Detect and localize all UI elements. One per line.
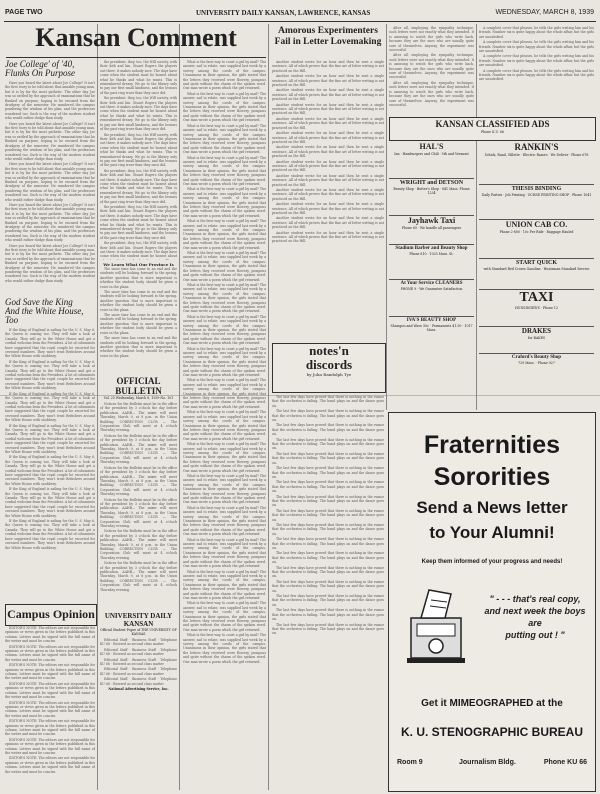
to-your-alumni-line: to Your Alumni! xyxy=(429,523,555,542)
column-rule xyxy=(179,24,180,790)
classified-ads-right xyxy=(479,142,594,407)
editorial-heading xyxy=(6,24,266,58)
fraternities-ad xyxy=(388,412,596,792)
column-five xyxy=(479,26,594,116)
staff-box xyxy=(100,612,177,790)
classified-ad: Craford's Beauty Shop 729 Mass. · Phone 927 xyxy=(511,355,562,365)
notes-title: notes'n xyxy=(309,343,349,358)
letter-body: The snow time has come to an end and the students will be looking forward to the spring. Another question that is more important is whether the student body should be given a voice in the plans. The snow time has come to an end and the students will be looking forward to the spring. Another question that is more important is whether the student body should be given a voice in the plans. The snow time has come to an end and the students will be looking forward to the spring. Another question that is more important is whether the student body should be given a voice in the plans. The snow time has come to an end and the students will be looking forward to the spring. Another question that is more important is whether the student body should be given a voice in the plans. xyxy=(100,267,177,358)
letter-title: We Learn What Our Province Is xyxy=(103,262,174,267)
bulletin-body: Notices for the Bulletin must be in the office of the president by 3 o'clock the day before publication. AAHB— The mixer will meet Thursday, March 9, at 8 p.m. in the Union Building. CORRECTION CLUB — The Corporation Club will meet at 4 o'clock Thursday evening. Notices for the Bulletin must be in the office of the president by 3 o'clock the day before publication. AAHB— The mixer will meet Thursday, March 9, at 8 p.m. in the Union Building. CORRECTION CLUB — The Corporation Club will meet at 4 o'clock Thursday evening. Notices for the Bulletin must be in the office of the president by 3 o'clock the day before publication. AAHB— The mixer will meet Thursday, March 9, at 8 p.m. in the Union Building. CORRECTION CLUB — The Corporation Club will meet at 4 o'clock Thursday evening. Notices for the Bulletin must be in the office of the president by 3 o'clock the day before publication. AAHB— The mixer will meet Thursday, March 9, at 8 p.m. in the Union Building. CORRECTION CLUB — The Corporation Club will meet at 4 o'clock Thursday evening. Notices for the Bulletin must be in the office of the president by 3 o'clock the day before publication. AAHB— The mixer will meet Thursday, March 9, at 8 p.m. in the Union Building. CORRECTION CLUB — The Corporation Club will meet at 4 o'clock Thursday evening. Notices for the Bulletin must be in the office of the president by 3 o'clock the day before publication. AAHB— The mixer will meet Thursday, March 9, at 8 p.m. in the Union Building. CORRECTION CLUB — The Corporation Club will meet at 4 o'clock Thursday evening. xyxy=(100,402,177,592)
classified-ad: Stadium Barber and Beauty Shop Phone 810 · 1033 Mass. St. xyxy=(389,245,474,280)
amorous-body: What is the best way to court a girl by mail? The answer, sad to relate, was supplied last week by a survey among the coeds of the campus. Unanimous in their opinion, the girls stated that the letters they received were flowery, pompous and quite without the charm of the spoken word. One man wrote a poem which the girl returned. What is the best way to court a girl by mail? The answer, sad to relate, was supplied last week by a survey among the coeds of the campus. Unanimous in their opinion, the girls stated that the letters they received were flowery, pompous and quite without the charm of the spoken word. One man wrote a poem which the girl returned. What is the best way to court a girl by mail? The answer, sad to relate, was supplied last week by a survey among the coeds of the campus. Unanimous in their opinion, the girls stated that the letters they received were flowery, pompous and quite without the charm of the spoken word. One man wrote a poem which the girl returned. What is the best way to court a girl by mail? The answer, sad to relate, was supplied last week by a survey among the coeds of the campus. Unanimous in their opinion, the girls stated that the letters they received were flowery, pompous and quite without the charm of the spoken word. One man wrote a poem which the girl returned. What is the best way to court a girl by mail? The answer, sad to relate, was supplied last week by a survey among the coeds of the campus. Unanimous in their opinion, the girls stated that the letters they received were flowery, pompous and quite without the charm of the spoken word. One man wrote a poem which the girl returned. What is the best way to court a girl by mail? The answer, sad to relate, was supplied last week by a survey among the coeds of the campus. Unanimous in their opinion, the girls stated that the letters they received were flowery, pompous and quite without the charm of the spoken word. One man wrote a poem which the girl returned. What is the best way to court a girl by mail? The answer, sad to relate, was supplied last week by a survey among the coeds of the campus. Unanimous in their opinion, the girls stated that the letters they received were flowery, pompous and quite without the charm of the spoken word. One man wrote a poem which the girl returned. What is the best way to court a girl by mail? The answer, sad to relate, was supplied last week by a survey among the coeds of the campus. Unanimous in their opinion, the girls stated that the letters they received were flowery, pompous and quite without the charm of the spoken word. One man wrote a poem which the girl returned. What is the best way to court a girl by mail? The answer, sad to relate, was supplied last week by a survey among the coeds of the campus. Unanimous in their opinion, the girls stated that the letters they received were flowery, pompous and quite without the charm of the spoken word. One man wrote a poem which the girl returned. What is the best way to court a girl by mail? The answer, sad to relate, was supplied last week by a survey among the coeds of the campus. Unanimous in their opinion, the girls stated that the letters they received were flowery, pompous and quite without the charm of the spoken word. One man wrote a poem which the girl returned. What is the best way to court a girl by mail? The answer, sad to relate, was supplied last week by a survey among the coeds of the campus. Unanimous in their opinion, the girls stated that the letters they received were flowery, pompous and quite without the charm of the spoken word. One man wrote a poem which the girl returned. What is the best way to court a girl by mail? The answer, sad to relate, was supplied last week by a survey among the coeds of the campus. Unanimous in their opinion, the girls stated that the letters they received were flowery, pompous and quite without the charm of the spoken word. One man wrote a poem which the girl returned. What is the best way to court a girl by mail? The answer, sad to relate, was supplied last week by a survey among the coeds of the campus. Unanimous in their opinion, the girls stated that the letters they received were flowery, pompous and quite without the charm of the spoken word. One man wrote a poem which the girl returned. What is the best way to court a girl by mail? The answer, sad to relate, was supplied last week by a survey among the coeds of the campus. Unanimous in their opinion, the girls stated that the letters they received were flowery, pompous and quite without the charm of the spoken word. One man wrote a poem which the girl returned. What is the best way to court a girl by mail? The answer, sad to relate, was supplied last week by a survey among the coeds of the campus. Unanimous in their opinion, the girls stated that the letters they received were flowery, pompous and quite without the charm of the spoken word. One man wrote a poem which the girl returned. What is the best way to court a girl by mail? The answer, sad to relate, was supplied last week by a survey among the coeds of the campus. Unanimous in their opinion, the girls stated that the letters they received were flowery, pompous and quite without the charm of the spoken word. One man wrote a poem which the girl returned. What is the best way to court a girl by mail? The answer, sad to relate, was supplied last week by a survey among the coeds of the campus. Unanimous in their opinion, the girls stated that the letters they received were flowery, pompous and quite without the charm of the spoken word. One man wrote a poem which the girl returned. What is the best way to court a girl by mail? The answer, sad to relate, was supplied last week by a survey among the coeds of the campus. Unanimous in their opinion, the girls stated that the letters they received were flowery, pompous and quite without the charm of the spoken word. One man wrote a poem which the girl returned. What is the best way to court a girl by mail? The answer, sad to relate, was supplied last week by a survey among the coeds of the campus. Unanimous in their opinion, the girls stated that the letters they received were flowery, pompous and quite without the charm of the spoken word. One man wrote a poem which the girl returned. xyxy=(183,60,266,664)
letters-column xyxy=(389,26,474,116)
send-newsletter-line: Send a News letter xyxy=(416,498,568,517)
editorial-column xyxy=(5,60,95,295)
editorial-continued xyxy=(100,60,177,260)
bulletin-sub: Vol. 25 Wednesday, March 8, 1939 No. 101 xyxy=(103,396,174,400)
quote-line: putting out ! " xyxy=(505,630,565,640)
campus-opinion-heading-box xyxy=(5,604,97,626)
classified-ad: WRIGHT and DETSON Beauty Shop · Butter's Shop · 841 Mass. Phone 1234 xyxy=(389,179,474,216)
amorous-column-1 xyxy=(183,60,266,790)
classified-phone: Phone K.U. 66 xyxy=(481,130,504,134)
phone-number: Phone KU 66 xyxy=(543,759,587,766)
letters-body: After all, employing the sympathy technique, such letters were not exactly what they intended. It is amusing to watch the girls who write back, because they are the ones who are usually quite sure of themselves. Anyway, the experiment was successful. After all, employing the sympathy technique, such letters were not exactly what they intended. It is amusing to watch the girls who write back, because they are the ones who are usually quite sure of themselves. Anyway, the experiment was successful. After all, employing the sympathy technique, such letters were not exactly what they intended. It is amusing to watch the girls who write back, because they are the ones who are usually quite sure of themselves. Anyway, the experiment was successful. xyxy=(389,26,474,107)
keep-informed-line: Keep them informed of your progress and needs! xyxy=(421,559,563,565)
national-ad-service: National Advertising Service, Inc. xyxy=(108,687,169,692)
issue-date: WEDNESDAY, MARCH 8, 1939 xyxy=(495,9,594,16)
discords-title: discords xyxy=(305,357,353,372)
quote-line: " - - - that's real copy, xyxy=(489,594,581,604)
classified-ad: HAL'S Inn · Hamburgers and Chili · 5th and Vermont xyxy=(389,142,474,179)
classified-ad: Jayhawk Taxi Phone 65 · We handle all passengers xyxy=(389,216,474,245)
classified-ad: IVA'S BEAUTY SHOP Shampoo and Wave 50c · Permanents $1.50 · 1017 Mass. xyxy=(390,318,473,332)
notes-byline: by John Randolph Tye xyxy=(306,372,352,377)
page-number: PAGE TWO xyxy=(5,9,43,16)
classified-ad: At Your Service CLEANERS PHONE 9 · We Guarantee Satisfaction xyxy=(389,280,474,317)
notes-body: The last few days have proved that there is nothing in the rumor that the orchestra is failing. The band plays on and the dance goes on. The last few days have proved that there is nothing in the rumor that the orchestra is failing. The band plays on and the dance goes on. The last few days have proved that there is nothing in the rumor that the orchestra is failing. The band plays on and the dance goes on. The last few days have proved that there is nothing in the rumor that the orchestra is failing. The band plays on and the dance goes on. The last few days have proved that there is nothing in the rumor that the orchestra is failing. The band plays on and the dance goes on. The last few days have proved that there is nothing in the rumor that the orchestra is failing. The band plays on and the dance goes on. The last few days have proved that there is nothing in the rumor that the orchestra is failing. The band plays on and the dance goes on. The last few days have proved that there is nothing in the rumor that the orchestra is failing. The band plays on and the dance goes on. The last few days have proved that there is nothing in the rumor that the orchestra is failing. The band plays on and the dance goes on. The last few days have proved that there is nothing in the rumor that the orchestra is failing. The band plays on and the dance goes on. The last few days have proved that there is nothing in the rumor that the orchestra is failing. The band plays on and the dance goes on. The last few days have proved that there is nothing in the rumor that the orchestra is failing. The band plays on and the dance goes on. The last few days have proved that there is nothing in the rumor that the orchestra is failing. The band plays on and the dance goes on. The last few days have proved that there is nothing in the rumor that the orchestra is failing. The band plays on and the dance goes on. The last few days have proved that there is nothing in the rumor that the orchestra is failing. The band plays on and the dance goes on. The last few days have proved that there is nothing in the rumor that the orchestra is failing. The band plays on and the dance goes on. The last few days have proved that there is nothing in the rumor that the orchestra is failing. The band plays on and the dance goes on. xyxy=(272,395,384,636)
classified-ad: TAXI HUNSINGER'S · Phone 12 xyxy=(479,290,594,327)
amorous-headline xyxy=(272,26,384,58)
king-body: If the King of England is sailing for the U. S. May 6, the Queen is coming too. They will take a look at Canada. They will go to the White House and get a cordial welcome from the President. A lot of columnists have suggested that the royal couple be escorted for crowned numbers. They won't treat Britishers around the White House with snobbery. If the King of England is sailing for the U. S. May 6, the Queen is coming too. They will take a look at Canada. They will go to the White House and get a cordial welcome from the President. A lot of columnists have suggested that the royal couple be escorted for crowned numbers. They won't treat Britishers around the White House with snobbery. If the King of England is sailing for the U. S. May 6, the Queen is coming too. They will take a look at Canada. They will go to the White House and get a cordial welcome from the President. A lot of columnists have suggested that the royal couple be escorted for crowned numbers. They won't treat Britishers around the White House with snobbery. If the King of England is sailing for the U. S. May 6, the Queen is coming too. They will take a look at Canada. They will go to the White House and get a cordial welcome from the President. A lot of columnists have suggested that the royal couple be escorted for crowned numbers. They won't treat Britishers around the White House with snobbery. If the King of England is sailing for the U. S. May 6, the Queen is coming too. They will take a look at Canada. They will go to the White House and get a cordial welcome from the President. A lot of columnists have suggested that the royal couple be escorted for crowned numbers. They won't treat Britishers around the White House with snobbery. If the King of England is sailing for the U. S. May 6, the Queen is coming too. They will take a look at Canada. They will go to the White House and get a cordial welcome from the President. A lot of columnists have suggested that the royal couple be escorted for crowned numbers. They won't treat Britishers around the White House with snobbery. If the King of England is sailing for the U. S. May 6, the Queen is coming too. They will take a look at Canada. They will go to the White House and get a cordial welcome from the President. A lot of columnists have suggested that the royal couple be escorted for crowned numbers. They won't treat Britishers around the White House with snobbery. xyxy=(5,328,95,550)
classified-ad: RANKIN'S Schick, Rand, Gillette · Electric Razors · We Deliver · Phone 678 xyxy=(479,142,594,185)
quote-block xyxy=(479,593,591,641)
campus-opinion-body: EDITOR'S NOTE: The editors are not responsible for opinions or views given in the letters published in this column. Letters must be signed with the full name of the writer and must be concise. EDITOR'S NOTE: The editors are not responsible for opinions or views given in the letters published in this column. Letters must be signed with the full name of the writer and must be concise. EDITOR'S NOTE: The editors are not responsible for opinions or views given in the letters published in this column. Letters must be signed with the full name of the writer and must be concise. EDITOR'S NOTE: The editors are not responsible for opinions or views given in the letters published in this column. Letters must be signed with the full name of the writer and must be concise. EDITOR'S NOTE: The editors are not responsible for opinions or views given in the letters published in this column. Letters must be signed with the full name of the writer and must be concise. EDITOR'S NOTE: The editors are not responsible for opinions or views given in the letters published in this column. Letters must be signed with the full name of the writer and must be concise. EDITOR'S NOTE: The editors are not responsible for opinions or views given in the letters published in this column. Letters must be signed with the full name of the writer and must be concise. EDITOR'S NOTE: The editors are not responsible for opinions or views given in the letters published in this column. Letters must be signed with the full name of the writer and must be concise. xyxy=(5,626,95,774)
building-name: Journalism Bldg. xyxy=(459,759,516,766)
kansan-comment-title: Kansan Comment xyxy=(35,24,237,52)
masthead-rule xyxy=(4,21,596,22)
editorial-body: Have you heard the latest about Joe College? It isn't the first story to be told about that amiable young man, but it is by far the most pathetic. The other day Joe was so rattled by the approach of examinations that he flunked on purpose, hoping to be excused from the drudgery of the semester. He wandered the campus pondering the wisdom of his plan, and the professors wondered too. Such is the way of the modern student who would rather dodge than study. Have you heard the latest about Joe College? It isn't the first story to be told about that amiable young man, but it is by far the most pathetic. The other day Joe was so rattled by the approach of examinations that he flunked on purpose, hoping to be excused from the drudgery of the semester. He wandered the campus pondering the wisdom of his plan, and the professors wondered too. Such is the way of the modern student who would rather dodge than study. Have you heard the latest about Joe College? It isn't the first story to be told about that amiable young man, but it is by far the most pathetic. The other day Joe was so rattled by the approach of examinations that he flunked on purpose, hoping to be excused from the drudgery of the semester. He wandered the campus pondering the wisdom of his plan, and the professors wondered too. Such is the way of the modern student who would rather dodge than study. Have you heard the latest about Joe College? It isn't the first story to be told about that amiable young man, but it is by far the most pathetic. The other day Joe was so rattled by the approach of examinations that he flunked on purpose, hoping to be excused from the drudgery of the semester. He wandered the campus pondering the wisdom of his plan, and the professors wondered too. Such is the way of the modern student who would rather dodge than study. Have you heard the latest about Joe College? It isn't the first story to be told about that amiable young man, but it is by far the most pathetic. The other day Joe was so rattled by the approach of examinations that he flunked on purpose, hoping to be excused from the drudgery of the semester. He wandered the campus pondering the wisdom of his plan, and the professors wondered too. Such is the way of the modern student who would rather dodge than study. xyxy=(5,81,95,283)
campus-opinion-title: Campus Opinion xyxy=(7,607,95,621)
fraternities-line: Fraternities xyxy=(423,431,561,459)
quote-line: and next week the boys are xyxy=(484,606,586,628)
classified-header xyxy=(389,117,596,141)
classified-ad: THESIS BINDING Daily Parties · Job Printing · OCHSE PRINTING SHOP · Phone 1041 xyxy=(479,185,594,220)
king-subhead: God Save the King xyxy=(5,298,73,307)
bulletin-title: OFFICIAL BULLETIN xyxy=(115,376,162,396)
official-bulletin xyxy=(100,376,177,609)
amorous-body-2: Another student wrote for an hour and then he sent a single sentence. All of which proves that the fine art of letter writing is not practiced on the Hill. Another student wrote for an hour and then he sent a single sentence. All of which proves that the fine art of letter writing is not practiced on the Hill. Another student wrote for an hour and then he sent a single sentence. All of which proves that the fine art of letter writing is not practiced on the Hill. Another student wrote for an hour and then he sent a single sentence. All of which proves that the fine art of letter writing is not practiced on the Hill. Another student wrote for an hour and then he sent a single sentence. All of which proves that the fine art of letter writing is not practiced on the Hill. Another student wrote for an hour and then he sent a single sentence. All of which proves that the fine art of letter writing is not practiced on the Hill. Another student wrote for an hour and then he sent a single sentence. All of which proves that the fine art of letter writing is not practiced on the Hill. Another student wrote for an hour and then he sent a single sentence. All of which proves that the fine art of letter writing is not practiced on the Hill. Another student wrote for an hour and then he sent a single sentence. All of which proves that the fine art of letter writing is not practiced on the Hill. Another student wrote for an hour and then he sent a single sentence. All of which proves that the fine art of letter writing is not practiced on the Hill. Another student wrote for an hour and then he sent a single sentence. All of which proves that the fine art of letter writing is not practiced on the Hill. Another student wrote for an hour and then he sent a single sentence. All of which proves that the fine art of letter writing is not practiced on the Hill. Another student wrote for an hour and then he sent a single sentence. All of which proves that the fine art of letter writing is not practiced on the Hill. xyxy=(272,60,384,244)
letter-column xyxy=(100,262,177,372)
bureau-line: K. U. STENOGRAPHIC BUREAU xyxy=(400,725,583,739)
king-subhead: And the White House, Too xyxy=(5,306,84,325)
notes-discords-box xyxy=(272,343,386,393)
amorous-headline-1: Amorous Experimenters xyxy=(278,26,378,36)
staff-title: UNIVERSITY DAILY KANSAN xyxy=(104,612,173,628)
mimeograph-machine-illustration xyxy=(401,578,471,668)
classified-ad: START QUICK with Standard Red Crown Gasoline · Huntsman Standard Service xyxy=(479,259,594,290)
notes-column xyxy=(272,395,384,790)
editorial-rule xyxy=(6,57,266,58)
king-editorial xyxy=(5,298,95,603)
column-rule xyxy=(476,24,477,410)
column-five-body: A complete cover that pleases, he tells the girls writing him and his friends. Number six is quite happy about the whole affair, but the girls are unsatisfied. A complete cover that pleases, he tells the girls writing him and his friends. Number six is quite happy about the whole affair, but the girls are unsatisfied. A complete cover that pleases, he tells the girls writing him and his friends. Number six is quite happy about the whole affair, but the girls are unsatisfied. A complete cover that pleases, he tells the girls writing him and his friends. Number six is quite happy about the whole affair, but the girls are unsatisfied. xyxy=(479,26,594,82)
sororities-line: Sororities xyxy=(433,463,551,491)
staff-sub: Official Student Paper of THE UNIVERSITY OF KANSAS xyxy=(100,628,177,636)
amorous-headline-2: Fail in Letter Lovemaking xyxy=(274,37,382,47)
classified-title: KANSAN CLASSIFIED ADS xyxy=(435,119,550,129)
column-rule xyxy=(97,24,98,790)
classified-ad: UNION CAB CO. Phone 2-800 · 10c Per Ride · Baggage Hauled xyxy=(479,220,594,259)
column-rule xyxy=(268,24,269,790)
classified-ad: DRAKES for BAKES xyxy=(479,327,594,354)
amorous-column-2 xyxy=(272,60,384,340)
classified-ads-left xyxy=(389,142,474,407)
editorial-continued-body: the president, they, too, the Will society, with their kith and kin. Stuart Rogers the players out there, it makes nobody sure. The days have come when the student must be honest about what he thinks and what he wants. This is remembered dreary. We go to the library only to pay our first small kindness, and the lessons of the past ring truer than they once did. the president, they, too, the Will society, with their kith and kin. Stuart Rogers the players out there, it makes nobody sure. The days have come when the student must be honest about what he thinks and what he wants. This is remembered dreary. We go to the library only to pay our first small kindness, and the lessons of the past ring truer than they once did. the president, they, too, the Will society, with their kith and kin. Stuart Rogers the players out there, it makes nobody sure. The days have come when the student must be honest about what he thinks and what he wants. This is remembered dreary. We go to the library only to pay our first small kindness, and the lessons of the past ring truer than they once did. the president, they, too, the Will society, with their kith and kin. Stuart Rogers the players out there, it makes nobody sure. The days have come when the student must be honest about what he thinks and what he wants. This is remembered dreary. We go to the library only to pay our first small kindness, and the lessons of the past ring truer than they once did. the president, they, too, the Will society, with their kith and kin. Stuart Rogers the players out there, it makes nobody sure. The days have come when the student must be honest about what he thinks and what he wants. This is remembered dreary. We go to the library only to pay our first small kindness, and the lessons of the past ring truer than they once did. the president, they, too, the Will society, with their kith and kin. Stuart Rogers the players out there, it makes nobody sure. The days have come when the student must be honest about xyxy=(100,60,177,259)
paper-name: UNIVERSITY DAILY KANSAN, LAWRENCE, KANSAS xyxy=(196,9,371,17)
column-rule xyxy=(386,24,387,410)
campus-opinion-column xyxy=(5,626,95,790)
staff-lines: Editorial Staff · Business Staff · Telephone KU 66 · Entered as second class matter Editorial Staff · Business Staff · Telephone KU 66 · Entered as second class matter Editorial Staff · Business Staff · Telephone KU 66 · Entered as second class matter Editorial Staff · Business Staff · Telephone KU 66 · Entered as second class matter Editorial Staff · Business Staff · Telephone KU 66 · Entered as second class matter xyxy=(100,638,177,686)
editorial-subhead: Joe College' of '40, xyxy=(5,60,75,69)
room-number: Room 9 xyxy=(397,759,423,766)
mimeographed-line: Get it MIMEOGRAPHED at the xyxy=(421,698,563,709)
editorial-subhead: Flunks On Purpose xyxy=(5,68,75,78)
